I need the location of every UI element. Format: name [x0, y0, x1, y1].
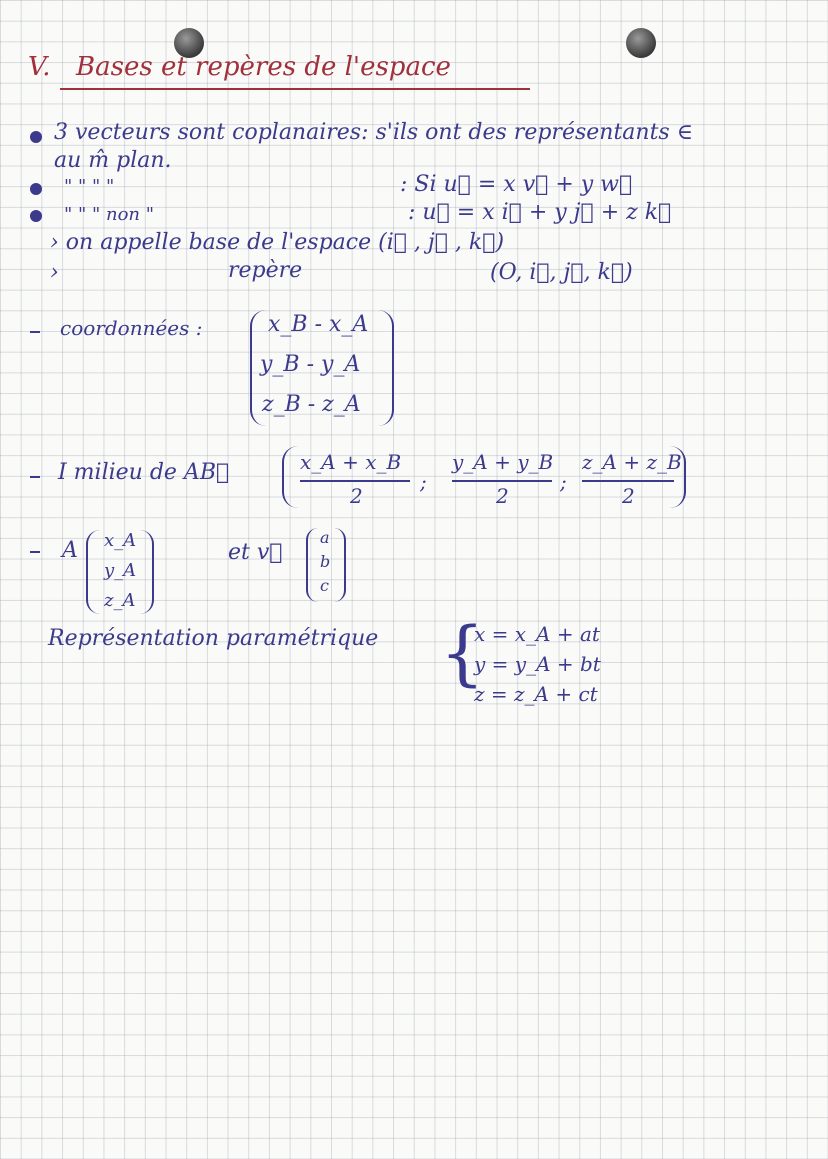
list-dash [30, 476, 40, 478]
vector-label: et v⃗ [228, 540, 283, 565]
milieu-numerator-y: y_A + y_B [452, 450, 554, 474]
coords-paren-right [378, 310, 394, 426]
milieu-paren-left [282, 446, 298, 508]
milieu-denominator-x: 2 [350, 484, 363, 508]
title-underline [60, 88, 530, 90]
milieu-fraction-bar-x [300, 480, 410, 482]
point-paren-left [86, 530, 100, 614]
point-row-x: x_A [104, 530, 137, 551]
ditto-row-1: " " " " [64, 176, 115, 197]
bullet-dot [30, 210, 42, 222]
repere-tuple: (O, i⃗, j⃗, k⃗) [490, 260, 633, 285]
coords-label: coordonnées : [60, 316, 203, 340]
vector-paren-left [306, 528, 318, 602]
bullet-dot [30, 183, 42, 195]
coplanar-line-2: au m̂ plan. [54, 148, 172, 173]
binder-hole-right [626, 28, 656, 58]
param-label: Représentation paramétrique [48, 626, 379, 651]
point-paren-right [140, 530, 154, 614]
vector-row-c: c [320, 576, 329, 595]
point-row-z: z_A [104, 590, 136, 611]
milieu-denominator-z: 2 [622, 484, 635, 508]
point-row-y: y_A [104, 560, 137, 581]
param-row-x: x = x_A + at [474, 622, 600, 646]
vector-row-b: b [320, 552, 331, 571]
milieu-separator: ; [560, 470, 567, 494]
param-row-z: z = z_A + ct [474, 682, 598, 706]
repere-arrow: › [50, 260, 59, 285]
milieu-fraction-bar-z [582, 480, 674, 482]
ditto-row-2: " " " non " [64, 204, 155, 225]
milieu-numerator-z: z_A + z_B [582, 450, 682, 474]
coords-row-y: y_B - y_A [260, 352, 361, 377]
coords-row-x: x_B - x_A [268, 312, 369, 337]
base-definition: › on appelle base de l'espace (i⃗ , j⃗ , k⃗) [50, 230, 505, 255]
milieu-separator: ; [420, 470, 427, 494]
milieu-paren-right [670, 446, 686, 508]
point-label: A [62, 538, 78, 563]
coplanar-line-1: 3 vecteurs sont coplanaires: s'ils ont des représentants ∈ [54, 120, 693, 145]
section-numeral: V. [28, 52, 51, 82]
milieu-numerator-x: x_A + x_B [300, 450, 402, 474]
milieu-label: I milieu de AB⃗ [58, 460, 230, 485]
milieu-denominator-y: 2 [496, 484, 509, 508]
si-formula: : Si u⃗ = x v⃗ + y w⃗ [400, 172, 633, 197]
vector-paren-right [334, 528, 346, 602]
milieu-fraction-bar-y [452, 480, 552, 482]
repere-word: repère [228, 258, 303, 283]
bullet-dot [30, 131, 42, 143]
section-title: Bases et repères de l'espace [76, 52, 451, 82]
param-row-y: y = y_A + bt [474, 652, 601, 676]
base-formula: : u⃗ = x i⃗ + y j⃗ + z k⃗ [408, 200, 672, 225]
param-brace: { [440, 612, 485, 694]
list-dash [30, 551, 40, 553]
vector-row-a: a [320, 528, 330, 547]
coords-row-z: z_B - z_A [262, 392, 361, 417]
list-dash [30, 331, 40, 333]
